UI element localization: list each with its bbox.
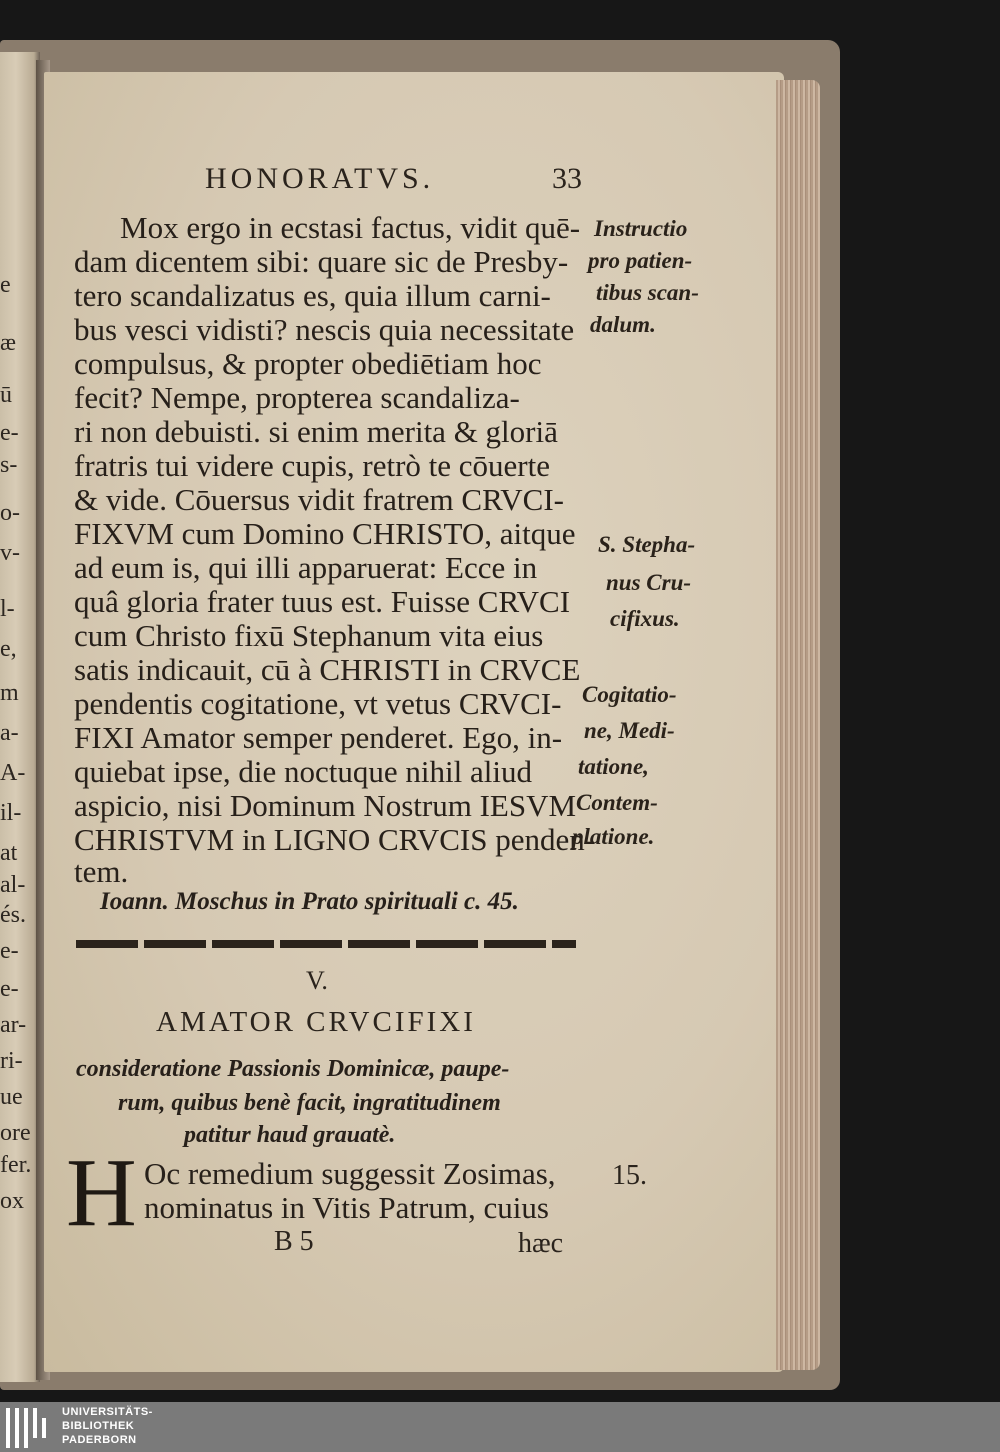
- text-line: CHRISTVM in LIGNO CRVCIS penden-: [74, 822, 596, 857]
- text-line: Oc remedium suggessit Zosimas,: [144, 1156, 556, 1191]
- left-page-text-fragment: il-: [0, 800, 22, 826]
- left-page-edge: [0, 52, 40, 1382]
- text-line: FIXI Amator semper penderet. Ego, in-: [74, 720, 563, 755]
- note-line: cifixus.: [610, 606, 680, 631]
- left-page-text-fragment: ue: [0, 1084, 23, 1110]
- library-footer: [0, 1402, 1000, 1452]
- text-line: fecit? Nempe, propterea scandaliza-: [74, 380, 520, 415]
- left-page-text-fragment: o-: [0, 500, 20, 526]
- text-line: fratris tui videre cupis, retrò te cōuerte: [74, 448, 550, 483]
- text-line: compulsus, & propter obediētiam hoc: [74, 346, 542, 381]
- library-logo-icon: [6, 1408, 46, 1448]
- note-line: nus Cru-: [606, 570, 692, 595]
- text-line: nominatus in Vitis Patrum, cuius: [144, 1190, 549, 1225]
- text-line: pendentis cogitatione, vt vetus CRVCI-: [74, 686, 562, 721]
- note-line: platione.: [572, 824, 655, 849]
- left-page-text-fragment: és.: [0, 902, 26, 928]
- note-line: tibus scan-: [596, 280, 699, 305]
- library-name-line: PADERBORN: [62, 1434, 137, 1446]
- section-subtitle-line: patitur haud grauatè.: [184, 1122, 396, 1148]
- left-page-text-fragment: a-: [0, 720, 19, 746]
- text-line: ad eum is, qui illi apparuerat: Ecce in: [74, 550, 538, 585]
- page-edges: [776, 80, 820, 1370]
- left-page-text-fragment: A-: [0, 760, 26, 786]
- text-line: cum Christo fixū Stephanum vita eius: [74, 618, 544, 653]
- text-line: tero scandalizatus es, quia illum carni-: [74, 278, 551, 313]
- text-line: quiebat ipse, die noctuque nihil aliud: [74, 754, 533, 789]
- left-page-text-fragment: s-: [0, 452, 18, 478]
- text-line: & vide. Cōuersus vidit fratrem CRVCI-: [74, 482, 565, 517]
- left-page-text-fragment: ox: [0, 1188, 24, 1214]
- section-subtitle-line: consideratione Passionis Dominicæ, paupe-: [76, 1056, 510, 1082]
- catchword: hæc: [518, 1228, 564, 1259]
- left-page-text-fragment: æ: [0, 330, 17, 356]
- text-line: ri non debuisti. si enim merita & gloriā: [74, 414, 558, 449]
- text-line: dam dicentem sibi: quare sic de Presby-: [74, 244, 569, 279]
- left-page-text-fragment: e-: [0, 938, 19, 964]
- note-line: pro patien-: [588, 248, 693, 273]
- left-page-text-fragment: l-: [0, 596, 15, 622]
- page-number: 33: [552, 162, 582, 195]
- text-line: tem.: [74, 854, 129, 889]
- drop-cap: H: [66, 1139, 137, 1247]
- library-name: [62, 1405, 153, 1447]
- text-line: FIXVM cum Domino CHRISTO, aitque: [74, 516, 576, 551]
- margin-number: 15.: [612, 1160, 647, 1191]
- left-page-text-fragment: ore: [0, 1120, 31, 1146]
- text-line: aspicio, nisi Dominum Nostrum IESVM: [74, 788, 577, 823]
- section-subtitle-line: rum, quibus benè facit, ingratitudinem: [118, 1090, 501, 1116]
- text-line: bus vesci vidisti? nescis quia necessitate: [74, 312, 575, 347]
- note-line: ne, Medi-: [584, 718, 675, 743]
- citation: Ioann. Moschus in Prato spirituali c. 45.: [100, 888, 519, 915]
- note-line: S. Stepha-: [598, 532, 696, 557]
- note-line: Instructio: [594, 216, 688, 241]
- left-page-text-fragment: fer.: [0, 1152, 32, 1178]
- left-page-text-fragment: at: [0, 840, 18, 866]
- library-name-line: UNIVERSITÄTS-: [62, 1406, 153, 1418]
- left-page-text-fragment: v-: [0, 540, 20, 566]
- text-line: satis indicauit, cū à CHRISTI in CRVCE: [74, 652, 581, 687]
- note-line: tatione,: [578, 754, 649, 779]
- left-page-text-fragment: ri-: [0, 1048, 23, 1074]
- left-page-text-fragment: e-: [0, 420, 19, 446]
- left-page-text-fragment: ar-: [0, 1012, 27, 1038]
- running-header: HONORATVS.: [205, 162, 435, 195]
- left-page-text-fragment: al-: [0, 872, 26, 898]
- section-rule: [76, 940, 576, 948]
- left-page-text-fragment: e-: [0, 976, 19, 1002]
- left-page-text-fragment: e,: [0, 636, 17, 662]
- section-title: AMATOR CRVCIFIXI: [156, 1006, 476, 1038]
- note-line: Cogitatio-: [582, 682, 677, 707]
- section-number: V.: [306, 966, 328, 995]
- left-page-text-fragment: e: [0, 272, 11, 298]
- left-page-text-fragment: m: [0, 680, 19, 706]
- note-line: Contem-: [576, 790, 658, 815]
- library-name-line: BIBLIOTHEK: [62, 1420, 135, 1432]
- text-line: Mox ergo in ecstasi factus, vidit quē-: [120, 210, 581, 245]
- left-page-text-fragment: ū: [0, 382, 12, 408]
- note-line: dalum.: [590, 312, 656, 337]
- text-line: quâ gloria frater tuus est. Fuisse CRVCI: [74, 584, 571, 619]
- signature-mark: B 5: [274, 1226, 314, 1257]
